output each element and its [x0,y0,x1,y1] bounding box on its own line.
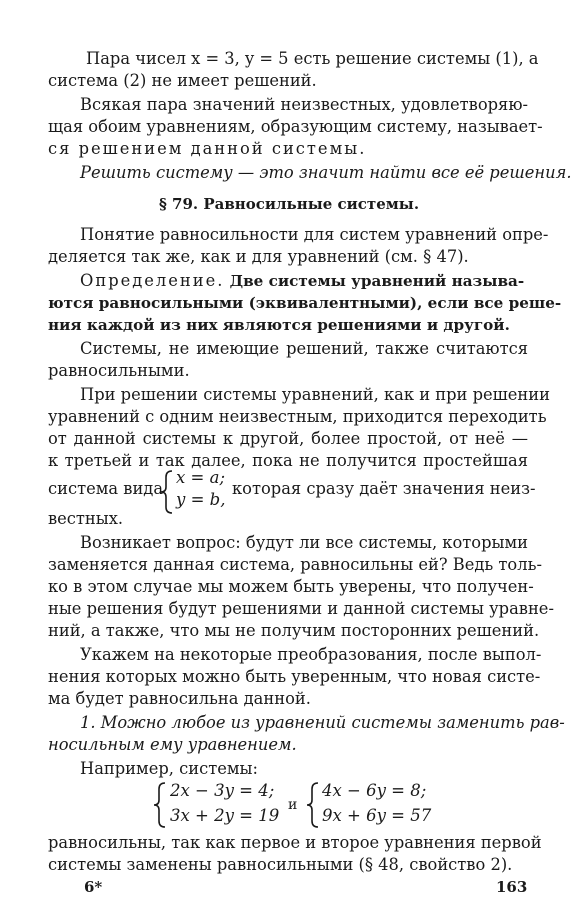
text-line: щая обоим уравнениям, образующим систему, называет- [48,117,543,136]
system-equation: y = b, [176,490,226,509]
system-equation: 9x + 6y = 57 [322,806,432,825]
text-line: деляется так же, как и для уравнений (см. § 47). [48,247,469,266]
text-line: ний, а также, что мы не получим посторонних решений. [48,621,540,640]
text-line: от данной системы к другой, более простой, от неё — [48,429,528,448]
text-line: равносильны, так как первое и второе уравнения первой [48,833,542,852]
left-brace-icon [153,781,167,829]
text-line: Возникает вопрос: будут ли все системы, которыми [80,533,528,552]
text-line: уравнений с одним неизвестным, приходится переходить [48,407,547,426]
definition-text: ния каждой из них являются решениями и другой. [48,316,510,334]
text-line: Всякая пара значений неизвестных, удовлетворяю- [80,95,528,114]
left-brace-icon [306,781,320,829]
connector-text: и [288,797,298,813]
definition-line [80,271,578,291]
text-line: При решении системы уравнений, как и при решении [80,385,550,404]
text-line: системы заменены равносильными (§ 48, свойство 2). [48,855,513,874]
rule-italic-line: 1. Можно любое из уравнений системы заменить рав- [80,713,565,732]
text-line: система вида [48,479,164,498]
section-heading: § 79. Равносильные системы. [158,195,420,213]
text-line: заменяется данная система, равносильны ей? Ведь толь- [48,555,542,574]
text-line: к третьей и так далее, пока не получится простейшая [48,451,528,470]
text-line: ма будет равносильна данной. [48,689,311,708]
definition-text: Две системы уравнений называ- [229,272,525,290]
definition-italic-line: Решить систему — это значит найти все её решения. [80,163,572,182]
text-line: Пара чисел x = 3, y = 5 есть решение системы (1), а [86,49,539,68]
text-line: которая сразу даёт значения неиз- [232,479,536,498]
text-line: Например, системы: [80,759,258,778]
signature-mark: 6* [84,878,103,896]
text-line: Понятие равносильности для систем уравнений опре- [80,225,549,244]
page-number: 163 [496,878,528,896]
text-line: Системы, не имеющие решений, также считаются [80,339,528,358]
text-line: ся решением данной системы. [48,139,367,158]
text-line: ные решения будут решениями и данной системы уравне- [48,599,554,618]
definition-label: Определение. [80,271,225,290]
rule-italic-line: носильным ему уравнением. [48,735,297,754]
system-equation: 3x + 2y = 19 [170,806,280,825]
text-line: нения которых можно быть уверенным, что новая систе- [48,667,541,686]
system-equation: x = a; [176,468,226,487]
system-equation: 2x − 3y = 4; [170,781,275,800]
text-line: Укажем на некоторые преобразования, после выпол- [80,645,542,664]
system-equation: 4x − 6y = 8; [322,781,427,800]
text-line: ко в этом случае мы можем быть уверены, что получен- [48,577,534,596]
definition-text: ются равносильными (эквивалентными), если все реше- [48,294,562,312]
text-line: вестных. [48,509,124,528]
text-line: система (2) не имеет решений. [48,71,317,90]
text-line: равносильными. [48,361,190,380]
